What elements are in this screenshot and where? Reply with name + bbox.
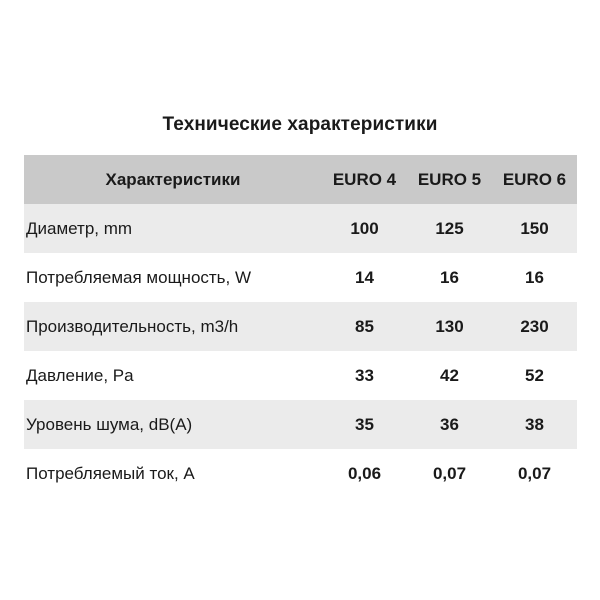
row-value: 16 [440, 267, 459, 287]
row-value: 52 [525, 365, 544, 385]
table-row-capacity [24, 302, 577, 351]
header-model-euro-6: EURO 6 [492, 155, 577, 204]
row-label: Давление, Pa [26, 365, 134, 385]
table-header-row [24, 155, 577, 204]
row-label: Диаметр, mm [24, 204, 322, 253]
table-row-noise [24, 400, 577, 449]
row-value: 100 [322, 204, 407, 253]
table-row-power [24, 253, 577, 302]
row-value: 230 [492, 302, 577, 351]
page-title: Технические характеристики [162, 114, 438, 135]
table-row-pressure [24, 351, 577, 400]
row-value: 0,07 [517, 463, 552, 483]
header-model-euro-4: EURO 4 [322, 155, 407, 204]
row-value: 36 [407, 400, 492, 449]
row-value: 14 [355, 267, 374, 287]
row-value: 0,07 [432, 463, 467, 483]
header-model-euro-5: EURO 5 [407, 155, 492, 204]
row-value: 85 [322, 302, 407, 351]
table-row-current [24, 449, 577, 498]
row-label: Уровень шума, dB(A) [24, 400, 322, 449]
row-value: 38 [492, 400, 577, 449]
row-label: Производительность, m3/h [24, 302, 322, 351]
row-label: Потребляемая мощность, W [26, 267, 252, 287]
row-value: 0,06 [347, 463, 382, 483]
row-value: 130 [407, 302, 492, 351]
table-row-diameter [24, 204, 577, 253]
row-value: 150 [492, 204, 577, 253]
specs-table [24, 155, 577, 498]
header-characteristics: Характеристики [24, 155, 322, 204]
row-value: 125 [407, 204, 492, 253]
row-value: 35 [322, 400, 407, 449]
row-label: Потребляемый ток, А [26, 463, 195, 483]
row-value: 42 [440, 365, 459, 385]
row-value: 33 [355, 365, 374, 385]
row-value: 16 [525, 267, 544, 287]
